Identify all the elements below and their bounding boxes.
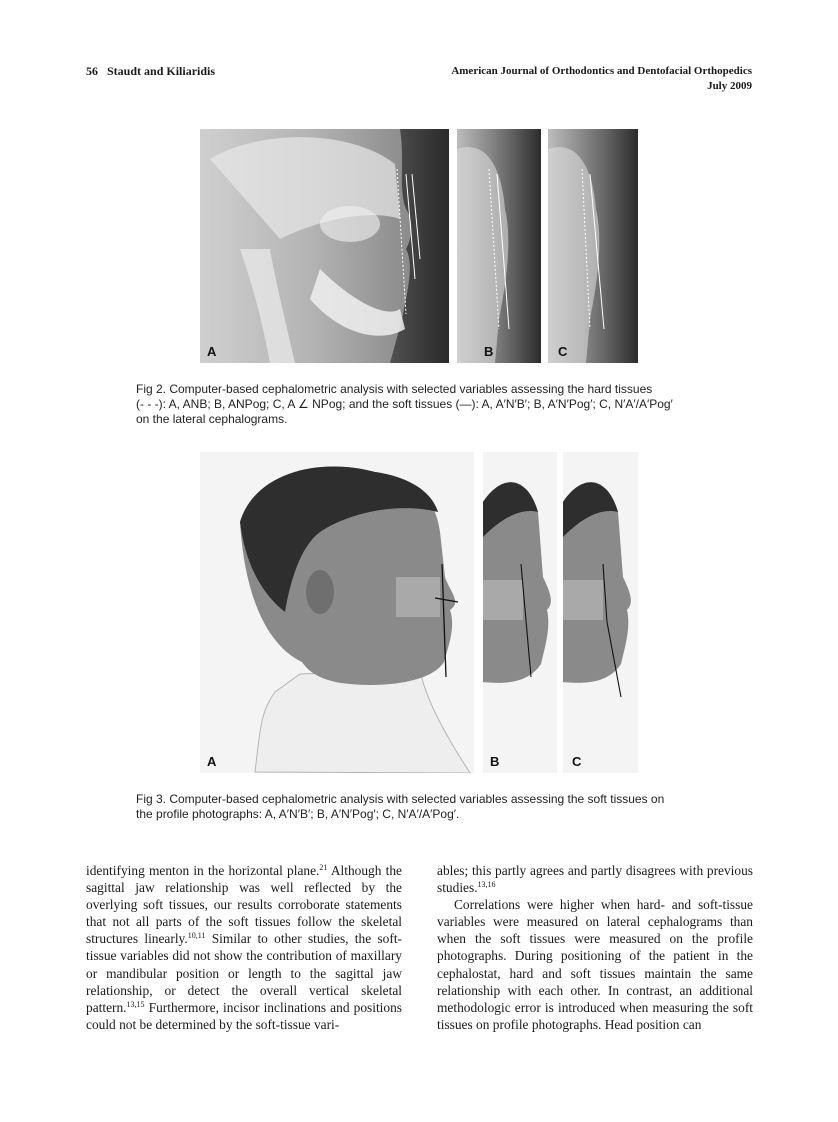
right-paragraph-1: ables; this partly agrees and partly disagrees with previous studies.$^{13,16}$ [437, 863, 753, 896]
figure-3-photographs [200, 452, 638, 773]
fig3-label-b: B [490, 754, 500, 769]
fig3-caption-line-2: the profile photographs: A, A′N′B′; B, A′N′Pog′; C, N′A′/A′Pog′. [136, 807, 460, 821]
body-left-column [86, 862, 402, 1033]
issue-date: July 2009 [707, 80, 752, 92]
running-header-left [86, 64, 215, 79]
figure-2-caption [136, 382, 736, 427]
ceph-panel-c [548, 129, 638, 363]
figure-2-cephalograms [200, 129, 638, 363]
running-header-right [451, 64, 752, 94]
ceph-panel-a [200, 129, 449, 363]
photo-panel-c [563, 452, 638, 773]
running-authors: Staudt and Kiliaridis [107, 64, 216, 78]
figure-2 [200, 129, 638, 363]
page-number: 56 [86, 64, 98, 78]
citation: 13,16 [477, 880, 496, 890]
fig3-caption-line-1: Fig 3. Computer-based cephalometric analysis with selected variables assessing the soft tissues on [136, 792, 665, 806]
left-paragraph: identifying menton in the horizontal plane.$^{21}$ Although the sagittal jaw relationship was well reflected by the overlying soft tissues, our results corroborate statements that not all parts of the soft tissues follow the skeletal structures linearly.$^{10,11}$ Similar to other studies, the soft-tissue variables did not show the contribution of maxillary or mandibular position or length to the sagittal jaw relationship, or detect the overall vertical skeletal pattern.$^{13,15}$ Furthermore, incisor inclinations and positions could not be determined by the soft-tissue vari- [86, 863, 402, 1032]
body-right-column [437, 862, 753, 1033]
citation: 13,15 [126, 999, 145, 1009]
fig2-label-b: B [484, 344, 494, 359]
journal-title: American Journal of Orthodontics and Dentofacial Orthopedics [451, 65, 752, 77]
citation: 10,11 [187, 931, 206, 941]
right-paragraph-2: Correlations were higher when hard- and soft-tissue variables were measured on lateral cephalograms than when the soft tissues were measured on the profile photographs. During positioning of the patient in the cephalostat, hard and soft tissues maintain the same relationship with each other. In contrast, an additional methodologic error is introduced when measuring the soft tissues on profile photographs. Head position can [437, 897, 753, 1032]
photo-panel-b [483, 452, 557, 773]
fig2-caption-line-2: (- - -): A, ANB; B, ANPog; C, A ∠ NPog; and the soft tissues (—): A, A′N′B′; B, A′N′Pog′; C, N′A′/A′Pog′ [136, 397, 673, 411]
fig2-caption-line-1: Fig 2. Computer-based cephalometric analysis with selected variables assessing the hard tissues [136, 382, 653, 396]
figure-3 [200, 452, 638, 773]
fig3-label-c: C [572, 754, 582, 769]
photo-panel-a [200, 452, 474, 773]
citation: 21 [319, 863, 328, 872]
fig2-caption-line-3: on the lateral cephalograms. [136, 412, 288, 426]
fig3-label-a: A [207, 754, 217, 769]
figure-3-caption [136, 792, 736, 822]
fig2-label-c: C [558, 344, 568, 359]
ceph-panel-b [457, 129, 541, 363]
fig2-label-a: A [207, 344, 217, 359]
